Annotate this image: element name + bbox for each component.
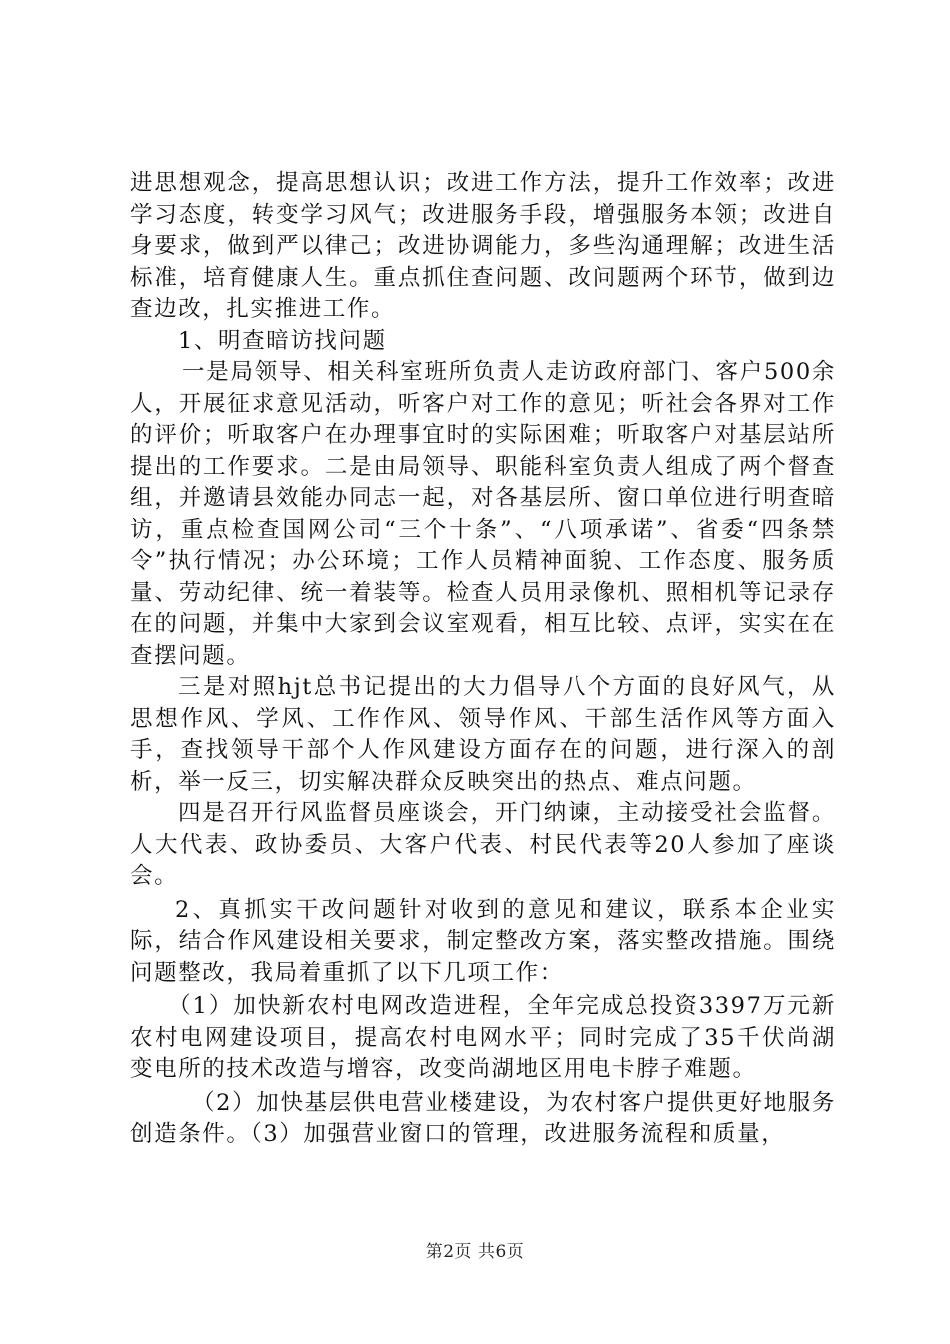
paragraph-fourth-measure: 四是召开行风监督员座谈会，开门纳谏，主动接受社会监督。人大代表、政协委员、大客户代表、村民代表等20人参加了座谈会。	[130, 800, 836, 889]
document-body	[130, 168, 836, 1151]
paragraph-improvements: 进思想观念，提高思想认识；改进工作方法，提升工作效率；改进学习态度，转变学习风气；改进服务手段，增强服务本领；改进自身要求，做到严以律己；改进协调能力，多些沟通理解；改进生活标准，培育健康人生。重点抓住查问题、改问题两个环节，做到边查边改，扎实推进工作。	[130, 170, 836, 322]
paragraph-first-measure: 一是局领导、相关科室班所负责人走访政府部门、客户500余人，开展征求意见活动，听客户对工作的意见；听社会各界对工作的评价；听取客户在办理事宜时的实际困难；听取客户对基层站所提出的工作要求。二是由局领导、职能科室负责人组成了两个督查组，并邀请县效能办同志一起，对各基层所、窗口单位进行明查暗访，重点检查国网公司“三个十条”、“八项承诺”、省委“四条禁令”执行情况；办公环境；工作人员精神面貌、工作态度、服务质量、劳动纪律、统一着装等。检查人员用录像机、照相机等记录存在的问题，并集中大家到会议室观看，相互比较、点评，实实在在查摆问题。	[130, 359, 836, 669]
section-heading-fix-problems: 2、真抓实干改问题针对收到的意见和建议，联系本企业实际，结合作风建设相关要求，制定整改方案，落实整改措施。围绕问题整改，我局着重抓了以下几项工作：	[130, 896, 836, 986]
section-heading-find-problems: 1、明查暗访找问题	[178, 327, 387, 354]
paragraph-third-measure: 三是对照hjt总书记提出的大力倡导八个方面的良好风气，从思想作风、学风、工作作风、领导作风、干部生活作风等方面入手，查找领导干部个人作风建设方面存在的问题，进行深入的剖析，举一反三，切实解决群众反映突出的热点、难点问题。	[130, 674, 836, 795]
paragraph-item-2-3: （2）加快基层供电营业楼建设，为农村客户提供更好地服务创造条件。（3）加强营业窗口的管理，改进服务流程和质量，	[130, 1089, 836, 1147]
page-footer: 第2页 共6页	[425, 1242, 525, 1262]
paragraph-item-1: （1）加快新农村电网改造进程，全年完成总投资3397万元新农村电网建设项目，提高农村电网水平；同时完成了35千伏尚湖变电所的技术改造与增容，改变尚湖地区用电卡脖子难题。	[130, 993, 836, 1082]
